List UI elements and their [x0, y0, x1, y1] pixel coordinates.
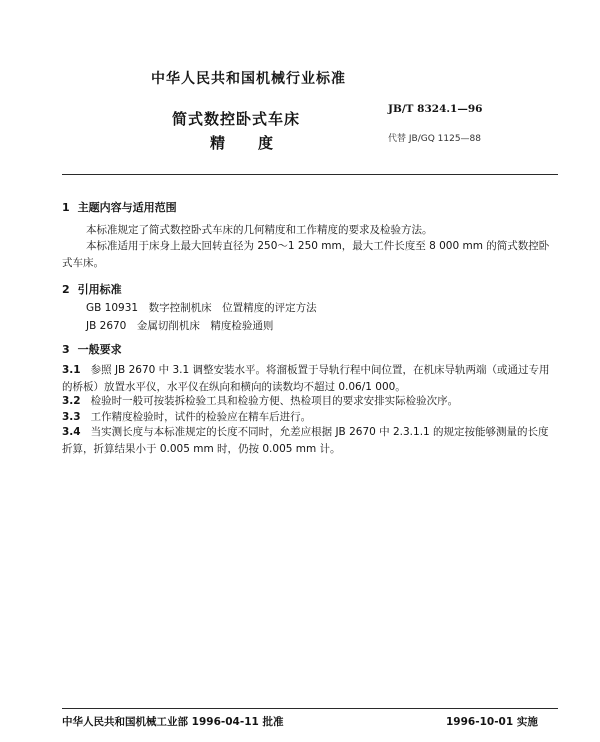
section-2-title: 引用标准 [77, 283, 122, 296]
clause-3-4-text: 当实测长度与本标准规定的长度不同时，允差应根据 JB 2670 中 2.3.1.1 的规定按能够测量的长度折算，折算结果小于 0.005 mm 时，仍按 0.005 mm 计。 [62, 426, 549, 455]
clause-3-4-number: 3.4 [62, 426, 81, 438]
header-divider [62, 174, 558, 175]
section-1-number: 1 [62, 201, 70, 214]
reference-standard-2: JB 2670 金属切削机床 精度检验通则 [86, 320, 274, 332]
clause-3-4 [62, 424, 550, 458]
section-3-title: 一般要求 [77, 343, 122, 356]
implementation-date: 1996-10-01 实施 [446, 716, 538, 728]
clause-3-2 [62, 393, 550, 410]
clause-3-1-number: 3.1 [62, 364, 81, 376]
clause-3-3-number: 3.3 [62, 411, 81, 423]
clause-3-1 [62, 362, 550, 396]
section-3-number: 3 [62, 343, 70, 356]
replaces-standard: 代替 JB/GQ 1125—88 [388, 134, 481, 144]
clause-3-2-text: 检验时一般可按装拆检验工具和检验方便、热检项目的要求安排实际检验次序。 [90, 395, 459, 407]
approval-line: 中华人民共和国机械工业部 1996-04-11 批准 [62, 716, 284, 728]
section-3-heading [62, 341, 122, 357]
footer-divider [62, 708, 558, 709]
issuing-authority: 中华人民共和国机械行业标准 [151, 71, 346, 87]
section-1-title: 主题内容与适用范围 [77, 201, 177, 214]
section-1-heading [62, 199, 177, 215]
document-subtitle: 精 度 [210, 134, 275, 152]
clause-3-3-text: 工作精度检验时，试件的检验应在精车后进行。 [90, 411, 312, 423]
standard-number: JB/T 8324.1—96 [388, 103, 483, 115]
section-1-paragraph-2: 本标准适用于床身上最大回转直径为 250～1 250 mm，最大工件长度至 8 000 mm 的简式数控卧式车床。 [62, 240, 550, 269]
section-1-paragraph-1: 本标准规定了简式数控卧式车床的几何精度和工作精度的要求及检验方法。 [86, 224, 433, 236]
clause-3-1-text: 参照 JB 2670 中 3.1 调整安装水平。将溜板置于导轨行程中间位置，在机床导轨两端（或通过专用的桥板）放置水平仪，水平仪在纵向和横向的读数均不超过 0.06/1 000。 [62, 364, 550, 393]
reference-standard-1: GB 10931 数字控制机床 位置精度的评定方法 [86, 302, 317, 314]
clause-3-2-number: 3.2 [62, 395, 81, 407]
document-title: 简式数控卧式车床 [172, 110, 301, 128]
section-2-number: 2 [62, 283, 70, 296]
section-2-heading [62, 281, 122, 297]
